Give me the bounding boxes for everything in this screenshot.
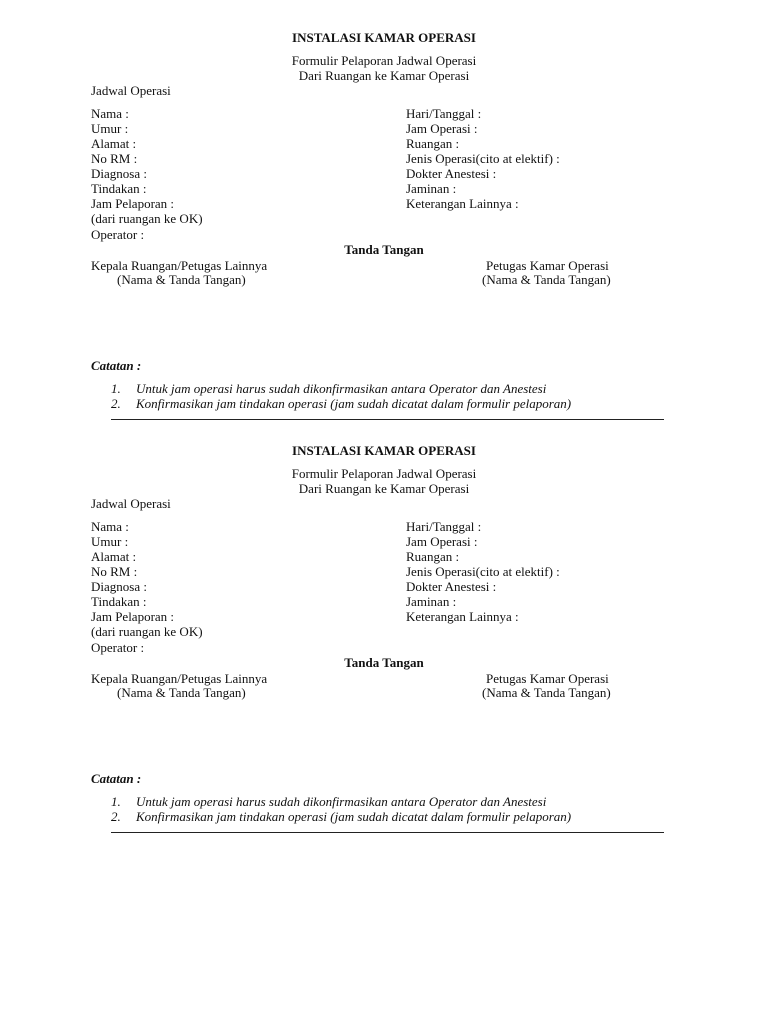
field-umur: Umur : <box>91 534 129 549</box>
field-jam-pelaporan: Jam Pelaporan : <box>91 196 175 211</box>
field-operator: Operator : <box>91 640 145 655</box>
field-umur: Umur : <box>91 121 129 136</box>
signature-left-role: Kepala Ruangan/Petugas Lainnya <box>91 671 268 686</box>
divider-line <box>111 832 664 833</box>
field-jenis-operasi: Jenis Operasi(cito at elektif) : <box>406 151 560 166</box>
field-nama: Nama : <box>91 106 129 121</box>
note-item-1 <box>111 794 546 809</box>
field-diagnosa: Diagnosa : <box>91 579 147 594</box>
form-title: INSTALASI KAMAR OPERASI <box>292 443 476 458</box>
field-keterangan-lainnya: Keterangan Lainnya : <box>406 196 519 211</box>
note-text: Konfirmasikan jam tindakan operasi (jam sudah dicatat dalam formulir pelaporan) <box>136 809 572 824</box>
section-label: Jadwal Operasi <box>91 83 171 98</box>
section-label: Jadwal Operasi <box>91 496 171 511</box>
note-text: Untuk jam operasi harus sudah dikonfirmasikan antara Operator dan Anestesi <box>136 381 547 396</box>
signature-left-note: (Nama & Tanda Tangan) <box>117 685 246 700</box>
note-number: 1. <box>111 794 121 809</box>
signature-right-note: (Nama & Tanda Tangan) <box>482 685 611 700</box>
field-diagnosa: Diagnosa : <box>91 166 147 181</box>
field-dokter-anestesi: Dokter Anestesi : <box>406 166 497 181</box>
note-item-2 <box>111 396 571 411</box>
signature-title: Tanda Tangan <box>344 242 424 257</box>
notes-title: Catatan : <box>91 771 142 786</box>
field-jaminan: Jaminan : <box>406 594 457 609</box>
note-item-2 <box>111 809 571 824</box>
field-no-rm: No RM : <box>91 151 138 166</box>
field-keterangan-lainnya: Keterangan Lainnya : <box>406 609 519 624</box>
report-form-2 <box>0 413 768 824</box>
form-subtitle-2: Dari Ruangan ke Kamar Operasi <box>298 68 470 83</box>
field-tindakan: Tindakan : <box>91 594 147 609</box>
field-ruangan: Ruangan : <box>406 549 460 564</box>
field-note-ruangan-ok: (dari ruangan ke OK) <box>91 211 203 226</box>
signature-left-role: Kepala Ruangan/Petugas Lainnya <box>91 258 268 273</box>
form-subtitle-1: Formulir Pelaporan Jadwal Operasi <box>291 53 477 68</box>
field-nama: Nama : <box>91 519 129 534</box>
note-number: 2. <box>111 809 121 824</box>
field-no-rm: No RM : <box>91 564 138 579</box>
form-subtitle-1: Formulir Pelaporan Jadwal Operasi <box>291 466 477 481</box>
field-hari-tanggal: Hari/Tanggal : <box>406 519 482 534</box>
notes-title: Catatan : <box>91 358 142 373</box>
report-form-1 <box>0 0 768 411</box>
note-item-1 <box>111 381 546 396</box>
field-jam-pelaporan: Jam Pelaporan : <box>91 609 175 624</box>
field-tindakan: Tindakan : <box>91 181 147 196</box>
field-ruangan: Ruangan : <box>406 136 460 151</box>
note-number: 2. <box>111 396 121 411</box>
field-jam-operasi: Jam Operasi : <box>406 534 478 549</box>
signature-title: Tanda Tangan <box>344 655 424 670</box>
field-alamat: Alamat : <box>91 549 137 564</box>
field-jenis-operasi: Jenis Operasi(cito at elektif) : <box>406 564 560 579</box>
form-subtitle-2: Dari Ruangan ke Kamar Operasi <box>298 481 470 496</box>
field-jam-operasi: Jam Operasi : <box>406 121 478 136</box>
field-operator: Operator : <box>91 227 145 242</box>
field-jaminan: Jaminan : <box>406 181 457 196</box>
form-title: INSTALASI KAMAR OPERASI <box>292 30 476 45</box>
field-alamat: Alamat : <box>91 136 137 151</box>
signature-right-role: Petugas Kamar Operasi <box>486 258 609 273</box>
note-number: 1. <box>111 381 121 396</box>
note-text: Untuk jam operasi harus sudah dikonfirmasikan antara Operator dan Anestesi <box>136 794 547 809</box>
field-hari-tanggal: Hari/Tanggal : <box>406 106 482 121</box>
field-dokter-anestesi: Dokter Anestesi : <box>406 579 497 594</box>
signature-right-role: Petugas Kamar Operasi <box>486 671 609 686</box>
note-text: Konfirmasikan jam tindakan operasi (jam sudah dicatat dalam formulir pelaporan) <box>136 396 572 411</box>
field-note-ruangan-ok: (dari ruangan ke OK) <box>91 624 203 639</box>
signature-right-note: (Nama & Tanda Tangan) <box>482 272 611 287</box>
signature-left-note: (Nama & Tanda Tangan) <box>117 272 246 287</box>
